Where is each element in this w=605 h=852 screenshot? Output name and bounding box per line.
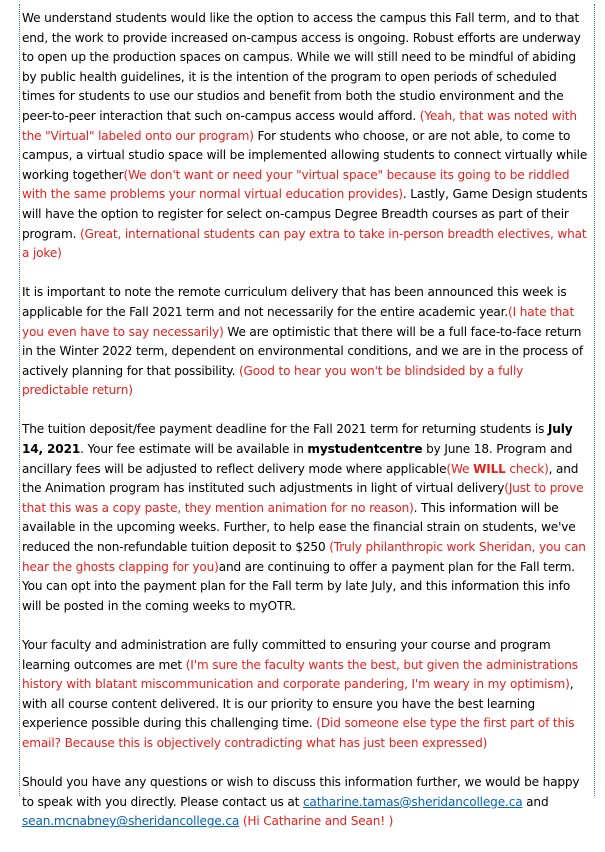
body-text: We are optimistic that there will be a full face-to-face return in the Winter 2022 term, dependent on environmental conditions, and we are in the process of actively planning for that possibility. [22, 324, 583, 378]
red-comment-bold: WILL [473, 461, 506, 476]
body-text: . This information will be available in the upcoming weeks. Further, to help ease the financial strain on students, we've reduced the non-refundable tuition deposit to $250 [22, 500, 576, 555]
red-comment: (Did someone else type the first part of this email? Because this is objectively contradicting what has just been expressed) [22, 716, 575, 750]
body-text: and are continuing to offer a payment plan for the Fall term. You can opt into the payment plan for the Fall term by late July, and this information this info will be posted in the coming weeks to myOTR. [22, 559, 575, 613]
red-comment: (Just to prove that this was a copy paste, they mention animation for no reason) [22, 481, 584, 515]
red-comment: (Good to hear you won't be blindsided by a fully predictable return) [22, 363, 524, 398]
red-comment: check) [505, 461, 549, 476]
red-comment: (Truly philanthropic work Sheridan, you can hear the ghosts clapping for you) [22, 540, 586, 574]
red-comment: (We don't want or need your "virtual space" because its going to be riddled with the same problems your normal virtual education provides) [22, 167, 570, 202]
body-text: . Lastly, Game Design students will have the option to register for select on-campus Degree Breadth courses as part of their program. [22, 187, 588, 241]
body-text: The tuition deposit/fee payment deadline for the Fall 2021 term for returning students is [22, 422, 548, 437]
paragraph-p2 [22, 283, 591, 401]
body-text: , with all course content delivered. It is our priority to ensure you have the best learning experience possible during this challenging time. [22, 677, 574, 731]
email-link[interactable]: catharine.tamas@sheridancollege.ca [302, 794, 523, 809]
body-text: . Your fee estimate will be available in [80, 442, 308, 457]
paragraph-p3 [22, 420, 591, 616]
bold-text: July 14, 2021 [22, 422, 573, 457]
body-text: For students who choose, or are not able, to come to campus, a virtual studio space will be implemented allowing students to connect virtually while working together [22, 128, 588, 182]
paragraph-p5 [22, 773, 591, 832]
body-text: , and the Animation program has instituted such adjustments in light of virtual delivery [22, 461, 579, 496]
body-text: Your faculty and administration are fully committed to ensuring your course and program learning outcomes are met [22, 638, 551, 672]
red-comment: (Hi Catharine and Sean! ) [242, 814, 394, 829]
bold-text: mystudentcentre [307, 442, 423, 457]
red-comment: (Great, international students can pay extra to take in-person breadth electives, what a joke) [22, 226, 587, 261]
body-text: by June 18. Program and ancillary fees will be adjusted to reflect delivery mode where applicable [22, 442, 573, 476]
red-comment: (I hate that you even have to say necessarily) [22, 304, 575, 339]
paragraph-p1 [22, 9, 591, 264]
paragraph-p4 [22, 636, 591, 754]
email-link[interactable]: sean.mcnabney@sheridancollege.ca [22, 814, 240, 829]
red-comment: (Yeah, that was noted with the "Virtual" labeled onto our program) [22, 108, 577, 143]
body-text: We understand students would like the option to access the campus this Fall term, and to that end, the work to provide increased on-campus access is ongoing. Robust efforts are underway to open up the production spaces on campus. While we will still need to be mindful of abiding by public health guidelines, it is the intention of the program to open periods of scheduled times for students to use our studios and benefit from both the studio environment and the peer-to-peer interaction that such on-campus access would afford. [22, 11, 581, 123]
red-comment: (I'm sure the faculty wants the best, but given the administrations history with blatant miscommunication and corporate pandering, I'm weary in my optimism) [22, 657, 578, 692]
body-text: and [522, 794, 549, 809]
body-text: It is important to note the remote curriculum delivery that has been announced this week is applicable for the Fall 2021 term and not necessarily for the entire academic year. [22, 285, 567, 319]
document-body [22, 9, 591, 852]
red-comment: (We [446, 461, 474, 476]
body-text: Should you have any questions or wish to discuss this information further, we would be happy to speak with you directly. Please contact us at [22, 775, 580, 809]
